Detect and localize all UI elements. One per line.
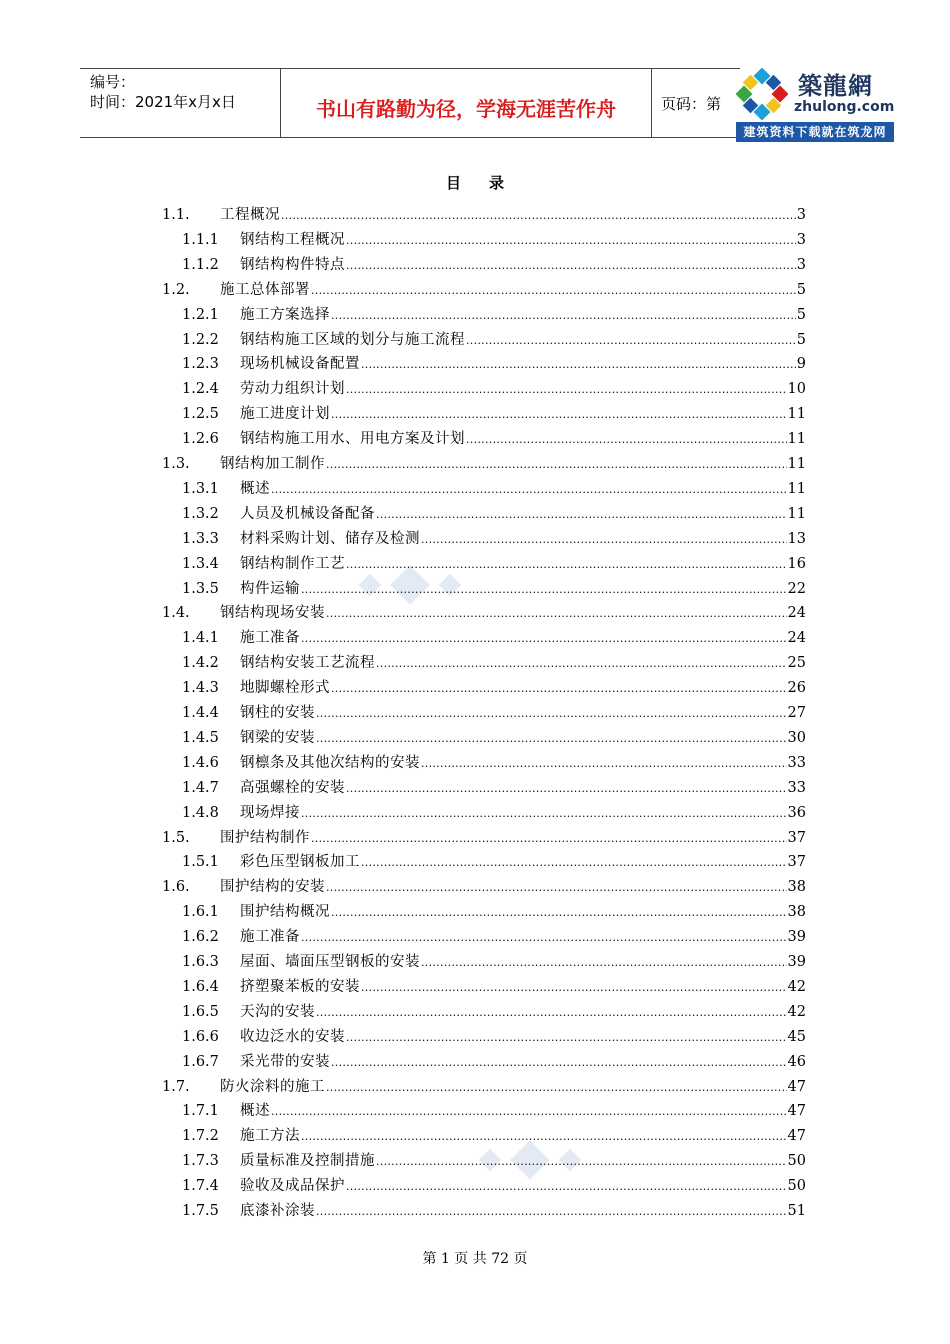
toc-entry-number: 1.7.2 bbox=[182, 1128, 219, 1145]
document-time-label: 时间：2021年x月x日 bbox=[90, 93, 236, 111]
toc-entry-number: 1.1.2 bbox=[182, 256, 219, 273]
toc-entry-number: 1.5. bbox=[162, 829, 190, 846]
page-footer: 第 1 页 共 72 页 bbox=[422, 1251, 528, 1267]
toc-entry-label: 人员及机械设备配备 bbox=[240, 505, 375, 522]
toc-entry-number: 1.3.4 bbox=[182, 555, 219, 572]
toc-entry-number: 1.7.4 bbox=[182, 1178, 219, 1195]
toc-entry-page: 11 bbox=[787, 406, 806, 423]
toc-entry-label: 围护结构概况 bbox=[240, 904, 330, 921]
toc-entry-number: 1.6.6 bbox=[182, 1028, 219, 1045]
logo-name-cn: 築龍網 bbox=[798, 72, 873, 100]
toc-entry-number: 1.4.6 bbox=[182, 754, 219, 771]
toc-entry-leader-dots bbox=[311, 826, 787, 851]
toc-entry-page: 11 bbox=[787, 505, 806, 522]
toc-entry-number: 1.6.7 bbox=[182, 1053, 219, 1070]
toc-title-char-1: 目 bbox=[445, 174, 461, 192]
toc-entry-page: 5 bbox=[796, 306, 806, 323]
toc-entry-leader-dots bbox=[301, 577, 787, 602]
toc-entry[interactable] bbox=[182, 751, 806, 776]
toc-entry-page: 39 bbox=[787, 929, 806, 946]
toc-entry-page: 25 bbox=[787, 655, 806, 672]
toc-entry-number: 1.6. bbox=[162, 879, 190, 896]
toc-entry-leader-dots bbox=[311, 278, 796, 303]
toc-entry[interactable] bbox=[182, 352, 806, 377]
toc-entry-label: 钢结构制作工艺 bbox=[240, 555, 345, 572]
toc-entry-label: 收边泛水的安装 bbox=[240, 1028, 345, 1045]
toc-entry-leader-dots bbox=[376, 651, 787, 676]
toc-entry[interactable] bbox=[182, 1099, 806, 1124]
toc-entry-page: 11 bbox=[787, 456, 806, 472]
toc-entry-leader-dots bbox=[331, 402, 787, 427]
toc-entry-page: 47 bbox=[787, 1078, 806, 1095]
toc-entry[interactable] bbox=[182, 676, 806, 701]
toc-entry-page: 51 bbox=[787, 1203, 806, 1219]
toc-entry-leader-dots bbox=[346, 776, 787, 801]
toc-entry-page: 39 bbox=[787, 954, 806, 970]
toc-entry-leader-dots bbox=[326, 601, 787, 626]
toc-entry-label: 施工准备 bbox=[240, 630, 300, 647]
toc-entry-number: 1.6.2 bbox=[182, 929, 219, 946]
toc-entry-leader-dots bbox=[301, 1124, 787, 1149]
toc-entry[interactable] bbox=[162, 203, 806, 228]
toc-entry[interactable] bbox=[182, 651, 806, 676]
toc-entry[interactable] bbox=[182, 1000, 806, 1025]
toc-entry[interactable] bbox=[182, 975, 806, 1000]
toc-entry-leader-dots bbox=[361, 850, 787, 875]
toc-entry-page: 33 bbox=[787, 754, 806, 771]
toc-entry-page: 24 bbox=[787, 630, 806, 647]
toc-entry[interactable] bbox=[182, 1025, 806, 1050]
toc-entry-label: 围护结构制作 bbox=[220, 829, 310, 846]
toc-entry[interactable] bbox=[182, 626, 806, 651]
toc-entry[interactable] bbox=[182, 1149, 806, 1174]
toc-entry-label: 钢结构安装工艺流程 bbox=[240, 655, 375, 672]
toc-entry[interactable] bbox=[162, 452, 806, 477]
toc-entry-page: 37 bbox=[787, 829, 806, 846]
toc-entry-page: 30 bbox=[787, 729, 806, 746]
document-number-label: 编号： bbox=[90, 73, 136, 91]
toc-entry-number: 1.2.5 bbox=[182, 406, 219, 423]
toc-entry-label: 围护结构的安装 bbox=[220, 879, 325, 896]
toc-entry-label: 质量标准及控制措施 bbox=[240, 1153, 375, 1170]
toc-entry-number: 1.4.7 bbox=[182, 779, 219, 796]
toc-title-char-2: 录 bbox=[489, 174, 505, 192]
toc-entry[interactable] bbox=[182, 850, 806, 875]
toc-entry[interactable] bbox=[182, 377, 806, 402]
toc-entry-number: 1.7. bbox=[162, 1078, 190, 1095]
toc-entry-leader-dots bbox=[361, 352, 796, 377]
toc-entry-page: 26 bbox=[787, 680, 806, 697]
toc-entry-page: 33 bbox=[787, 779, 806, 796]
toc-entry-leader-dots bbox=[376, 1149, 787, 1174]
zhulong-logo bbox=[736, 66, 894, 144]
toc-entry-number: 1.2.4 bbox=[182, 381, 219, 398]
toc-entry-page: 22 bbox=[787, 580, 806, 597]
toc-entry[interactable] bbox=[182, 925, 806, 950]
toc-entry-label: 彩色压型钢板加工 bbox=[240, 854, 360, 871]
header-page-label: 页码：第 bbox=[661, 95, 722, 113]
toc-entry-leader-dots bbox=[346, 552, 787, 577]
toc-entry-label: 劳动力组织计划 bbox=[240, 381, 345, 398]
toc-entry-label: 防火涂料的施工 bbox=[220, 1078, 325, 1095]
logo-domain: zhulong.com bbox=[794, 99, 895, 115]
toc-entry-leader-dots bbox=[316, 701, 787, 726]
toc-entry-leader-dots bbox=[346, 377, 787, 402]
toc-entry-number: 1.7.3 bbox=[182, 1153, 219, 1170]
toc-entry-leader-dots bbox=[271, 1099, 787, 1124]
toc-entry[interactable] bbox=[182, 552, 806, 577]
toc-entry-number: 1.3.3 bbox=[182, 530, 219, 547]
toc-entry-number: 1.6.4 bbox=[182, 978, 219, 995]
toc-entry[interactable] bbox=[162, 601, 806, 626]
toc-entry-page: 36 bbox=[787, 804, 806, 821]
toc-entry-number: 1.4.1 bbox=[182, 630, 219, 647]
toc-entry-label: 施工准备 bbox=[240, 929, 300, 946]
toc-entry-label: 施工方案选择 bbox=[240, 306, 330, 323]
toc-entry-leader-dots bbox=[361, 975, 787, 1000]
toc-entry-leader-dots bbox=[301, 626, 787, 651]
toc-entry-page: 50 bbox=[787, 1178, 806, 1195]
toc-entry[interactable] bbox=[182, 577, 806, 602]
toc-entry-leader-dots bbox=[331, 676, 787, 701]
toc-entry-label: 施工进度计划 bbox=[240, 406, 330, 423]
toc-entry-leader-dots bbox=[326, 1075, 787, 1100]
toc-entry[interactable] bbox=[182, 427, 806, 452]
toc-entry-label: 屋面、墙面压型钢板的安装 bbox=[240, 954, 420, 970]
toc-entry-page: 9 bbox=[796, 356, 806, 373]
toc-entry-leader-dots bbox=[346, 228, 796, 253]
toc-entry-label: 钢结构工程概况 bbox=[240, 231, 345, 248]
toc-entry-leader-dots bbox=[331, 1050, 787, 1075]
toc-entry[interactable] bbox=[182, 328, 806, 353]
toc-entry-leader-dots bbox=[281, 203, 796, 228]
toc-entry-label: 钢结构现场安装 bbox=[220, 605, 325, 622]
toc-entry[interactable] bbox=[162, 875, 806, 900]
toc-entry-number: 1.2.3 bbox=[182, 356, 219, 373]
toc-entry-label: 现场机械设备配置 bbox=[240, 356, 360, 373]
toc-entry[interactable] bbox=[182, 228, 806, 253]
toc-entry-number: 1.2.1 bbox=[182, 306, 219, 323]
toc-entry-leader-dots bbox=[376, 502, 787, 527]
toc-entry[interactable] bbox=[182, 1199, 806, 1224]
toc-entry[interactable] bbox=[182, 900, 806, 925]
toc-entry-number: 1.2.6 bbox=[182, 431, 219, 448]
toc-entry-leader-dots bbox=[326, 875, 787, 900]
toc-entry[interactable] bbox=[182, 1050, 806, 1075]
toc-entry-leader-dots bbox=[346, 1174, 787, 1199]
toc-entry-label: 现场焊接 bbox=[240, 804, 300, 821]
toc-entry[interactable] bbox=[162, 826, 806, 851]
toc-entry-leader-dots bbox=[421, 751, 787, 776]
toc-entry[interactable] bbox=[182, 801, 806, 826]
toc-entry-label: 钢柱的安装 bbox=[240, 705, 315, 721]
toc-entry-page: 42 bbox=[787, 1003, 806, 1020]
toc-entry[interactable] bbox=[182, 402, 806, 427]
toc-entry-number: 1.4. bbox=[162, 605, 190, 622]
toc-entry-number: 1.1. bbox=[162, 207, 190, 223]
toc-entry-page: 42 bbox=[787, 978, 806, 995]
toc-entry-leader-dots bbox=[316, 1199, 787, 1224]
toc-entry-page: 13 bbox=[787, 530, 806, 547]
toc-entry-leader-dots bbox=[301, 925, 787, 950]
header-motto: 书山有路勤为径，学海无涯苦作舟 bbox=[316, 97, 616, 121]
toc-entry-leader-dots bbox=[421, 950, 787, 975]
toc-entry[interactable] bbox=[182, 502, 806, 527]
toc-entry-page: 46 bbox=[787, 1053, 806, 1070]
toc-entry-label: 施工方法 bbox=[240, 1128, 300, 1145]
toc-entry-label: 构件运输 bbox=[240, 580, 300, 597]
toc-entry-leader-dots bbox=[466, 427, 787, 452]
toc-entry-leader-dots bbox=[316, 1000, 787, 1025]
toc-entry-label: 施工总体部署 bbox=[220, 281, 310, 298]
toc-entry-page: 3 bbox=[796, 231, 806, 248]
toc-entry-leader-dots bbox=[326, 452, 787, 477]
toc-entry-leader-dots bbox=[316, 726, 787, 751]
toc-entry[interactable] bbox=[182, 776, 806, 801]
toc-entry-page: 24 bbox=[787, 605, 806, 622]
toc-entry[interactable] bbox=[182, 477, 806, 502]
toc-entry-leader-dots bbox=[331, 303, 796, 328]
toc-entry-label: 天沟的安装 bbox=[240, 1003, 315, 1020]
toc-entry[interactable] bbox=[162, 1075, 806, 1100]
toc-entry-label: 钢结构施工区域的划分与施工流程 bbox=[240, 331, 465, 348]
toc-entry-page: 47 bbox=[787, 1128, 806, 1145]
toc-entry-number: 1.4.8 bbox=[182, 804, 219, 821]
toc-entry-page: 5 bbox=[796, 331, 806, 348]
toc-entry-page: 38 bbox=[787, 879, 806, 896]
toc-entry-label: 底漆补涂装 bbox=[240, 1203, 315, 1219]
toc-entry-label: 高强螺栓的安装 bbox=[240, 779, 345, 796]
toc-entry-number: 1.7.1 bbox=[182, 1103, 219, 1120]
toc-entry-number: 1.2.2 bbox=[182, 331, 219, 348]
toc-entry-label: 工程概况 bbox=[220, 207, 280, 223]
toc-entry-leader-dots bbox=[346, 253, 796, 278]
toc-entry-label: 钢结构加工制作 bbox=[220, 456, 325, 472]
toc-entry-page: 50 bbox=[787, 1153, 806, 1170]
toc-title bbox=[0, 172, 950, 193]
toc-entry[interactable] bbox=[182, 950, 806, 975]
toc-entry-number: 1.5.1 bbox=[182, 854, 219, 871]
toc-entry[interactable] bbox=[182, 1124, 806, 1149]
toc-entry-page: 10 bbox=[787, 381, 806, 398]
toc-entry[interactable] bbox=[182, 726, 806, 751]
toc-entry-number: 1.3.1 bbox=[182, 480, 219, 497]
toc-entry-page: 3 bbox=[796, 256, 806, 273]
toc-entry-leader-dots bbox=[466, 328, 796, 353]
header-motto-cell bbox=[281, 69, 652, 137]
toc-entry-number: 1.3.5 bbox=[182, 580, 219, 597]
toc-entry[interactable] bbox=[182, 253, 806, 278]
toc-entry-label: 验收及成品保护 bbox=[240, 1178, 345, 1195]
toc-entry-label: 采光带的安装 bbox=[240, 1053, 330, 1070]
toc-entry-label: 地脚螺栓形式 bbox=[240, 680, 330, 697]
toc-entry-number: 1.6.3 bbox=[182, 954, 219, 970]
toc-entry-leader-dots bbox=[346, 1025, 787, 1050]
toc-entry-number: 1.2. bbox=[162, 281, 190, 298]
toc-entry-label: 材料采购计划、储存及检测 bbox=[240, 530, 420, 547]
toc-entry[interactable] bbox=[182, 303, 806, 328]
toc-entry-leader-dots bbox=[301, 801, 787, 826]
toc-entry-leader-dots bbox=[331, 900, 787, 925]
toc-entry-label: 概述 bbox=[240, 1103, 270, 1120]
toc-entry-page: 45 bbox=[787, 1028, 806, 1045]
toc-entry-number: 1.4.4 bbox=[182, 705, 219, 721]
toc-entry-leader-dots bbox=[421, 527, 787, 552]
toc-entry[interactable] bbox=[182, 1174, 806, 1199]
toc-entry-page: 16 bbox=[787, 555, 806, 572]
toc-entry-leader-dots bbox=[271, 477, 787, 502]
toc-entry-page: 27 bbox=[787, 705, 806, 721]
logo-banner: 建筑资料下载就在筑龙网 bbox=[736, 122, 894, 142]
toc-entry-page: 38 bbox=[787, 904, 806, 921]
toc-entry-page: 5 bbox=[796, 281, 806, 298]
toc-entry-page: 37 bbox=[787, 854, 806, 871]
toc-entry[interactable] bbox=[182, 527, 806, 552]
toc-entry-number: 1.3.2 bbox=[182, 505, 219, 522]
toc-entry-page: 3 bbox=[796, 207, 806, 223]
toc-entry[interactable] bbox=[162, 278, 806, 303]
toc-entry-page: 11 bbox=[787, 480, 806, 497]
toc-entry-label: 钢结构构件特点 bbox=[240, 256, 345, 273]
toc-entry[interactable] bbox=[182, 701, 806, 726]
header-meta-cell bbox=[80, 69, 281, 137]
toc-entry-page: 11 bbox=[787, 431, 806, 448]
toc-entry-number: 1.3. bbox=[162, 456, 190, 472]
toc-entry-label: 钢檩条及其他次结构的安装 bbox=[240, 754, 420, 771]
page-header bbox=[80, 68, 740, 138]
header-page-cell bbox=[653, 69, 740, 137]
toc-entry-label: 挤塑聚苯板的安装 bbox=[240, 978, 360, 995]
toc-entry-number: 1.4.3 bbox=[182, 680, 219, 697]
toc-entry-number: 1.6.5 bbox=[182, 1003, 219, 1020]
toc-entry-number: 1.7.5 bbox=[182, 1203, 219, 1219]
toc-entry-label: 概述 bbox=[240, 480, 270, 497]
toc-entry-number: 1.4.2 bbox=[182, 655, 219, 672]
toc-entry-page: 47 bbox=[787, 1103, 806, 1120]
toc-entry-number: 1.6.1 bbox=[182, 904, 219, 921]
toc-entry-number: 1.1.1 bbox=[182, 231, 219, 248]
zhulong-logo-mark-icon bbox=[736, 68, 788, 120]
toc-entry-number: 1.4.5 bbox=[182, 729, 219, 746]
toc-entry-label: 钢梁的安装 bbox=[240, 729, 315, 746]
toc-entry-label: 钢结构施工用水、用电方案及计划 bbox=[240, 431, 465, 448]
